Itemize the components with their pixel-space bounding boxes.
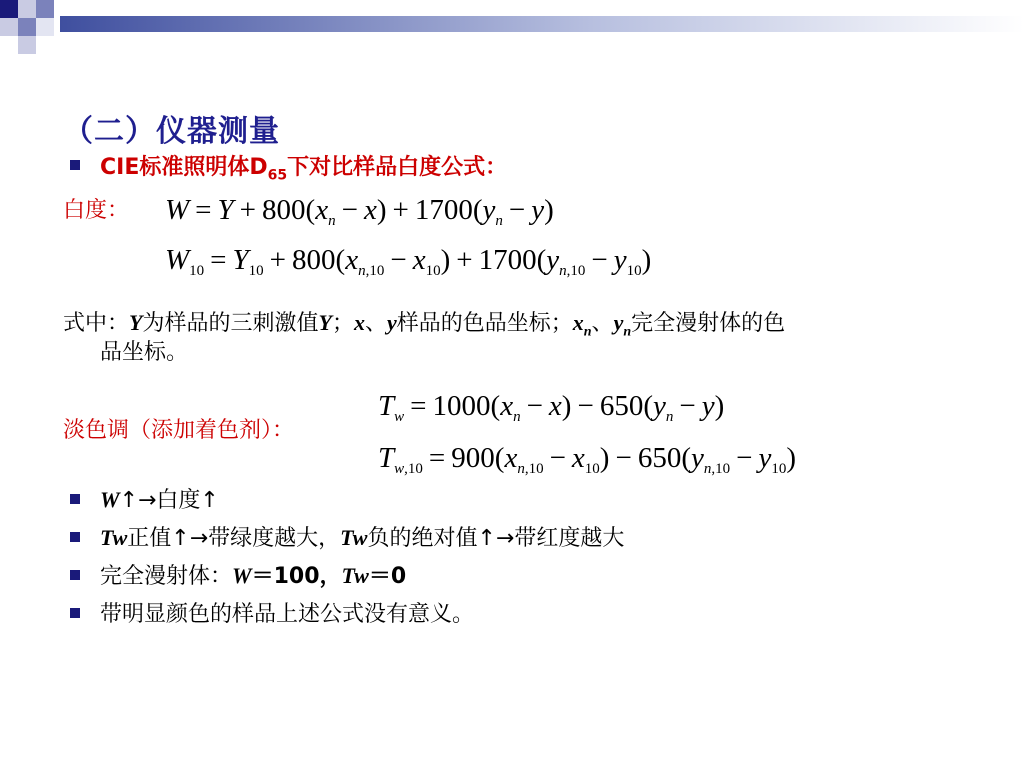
var-tw: Tw <box>341 563 369 588</box>
var-y: y <box>386 310 397 335</box>
bullet-marker <box>70 494 80 504</box>
bullet-text: 正值↑→带绿度越大， <box>127 526 341 551</box>
bullet-text: ＝0 <box>368 564 407 589</box>
where-text: 样品的色品坐标； <box>396 311 573 336</box>
var-sub: n <box>623 324 632 340</box>
var-x: x <box>353 310 365 335</box>
bullet-marker <box>70 608 80 618</box>
whiteness-10-equation: $W_{10} = Y_{10} + 800(x_{n,10} - x_{10}) + 1700(y_{n,10} - y_{10})$ <box>165 244 652 279</box>
slide-title: （二）仪器测量 <box>63 114 280 149</box>
cie-formula-heading <box>100 150 507 183</box>
heading-suffix: 下对比样品白度公式： <box>287 155 508 180</box>
bullet-marker <box>70 160 80 170</box>
bullet-text: 完全漫射体： <box>100 564 233 589</box>
var-xn: x <box>572 310 584 335</box>
bullet-colored-sample <box>100 597 474 628</box>
var-tw: Tw <box>100 525 128 550</box>
bullet-tint <box>100 521 624 552</box>
bullet-whiteness <box>100 483 219 514</box>
bullet-text: 负的绝对值↑→带红度越大 <box>367 526 625 551</box>
whiteness-equation: $W = Y + 800(x_n - x) + 1700(y_n - y)$ <box>165 194 554 229</box>
bullet-text: ＝100， <box>251 564 342 589</box>
whiteness-label: 白度： <box>63 198 130 223</box>
where-text: 、 <box>364 311 387 336</box>
header-decoration <box>0 0 1024 60</box>
bullet-perfect-diffuser <box>100 559 406 590</box>
bullet-text: ↑→白度↑ <box>119 488 219 513</box>
where-text: ； <box>331 311 354 336</box>
var-yn: y <box>613 310 624 335</box>
tint-label: 淡色调（添加着色剂）： <box>63 418 295 443</box>
where-explanation-line2: 品坐标。 <box>100 340 189 365</box>
bullet-marker <box>70 532 80 542</box>
bullet-text: 带明显颜色的样品上述公式没有意义。 <box>100 602 475 627</box>
tint-equation: $T_w = 1000(x_n - x) - 650(y_n - y)$ <box>378 390 725 425</box>
var-w: W <box>232 563 252 588</box>
where-text: 、 <box>591 311 614 336</box>
bullet-marker <box>70 570 80 580</box>
heading-subscript: 65 <box>267 167 288 184</box>
where-text: 式中： <box>63 311 130 336</box>
var-w: W <box>100 487 120 512</box>
where-text: 为样品的三刺激值 <box>142 311 319 336</box>
where-text: 完全漫射体的色 <box>631 311 786 336</box>
var-y: Y <box>129 310 143 335</box>
heading-text: CIE标准照明体D <box>100 155 268 180</box>
var-tw: Tw <box>340 525 368 550</box>
var-y: Y <box>318 310 332 335</box>
tint-10-equation: $T_{w,10} = 900(x_{n,10} - x_{10}) - 650(y_{n,10} - y_{10})$ <box>378 442 797 477</box>
var-sub: n <box>583 324 592 340</box>
